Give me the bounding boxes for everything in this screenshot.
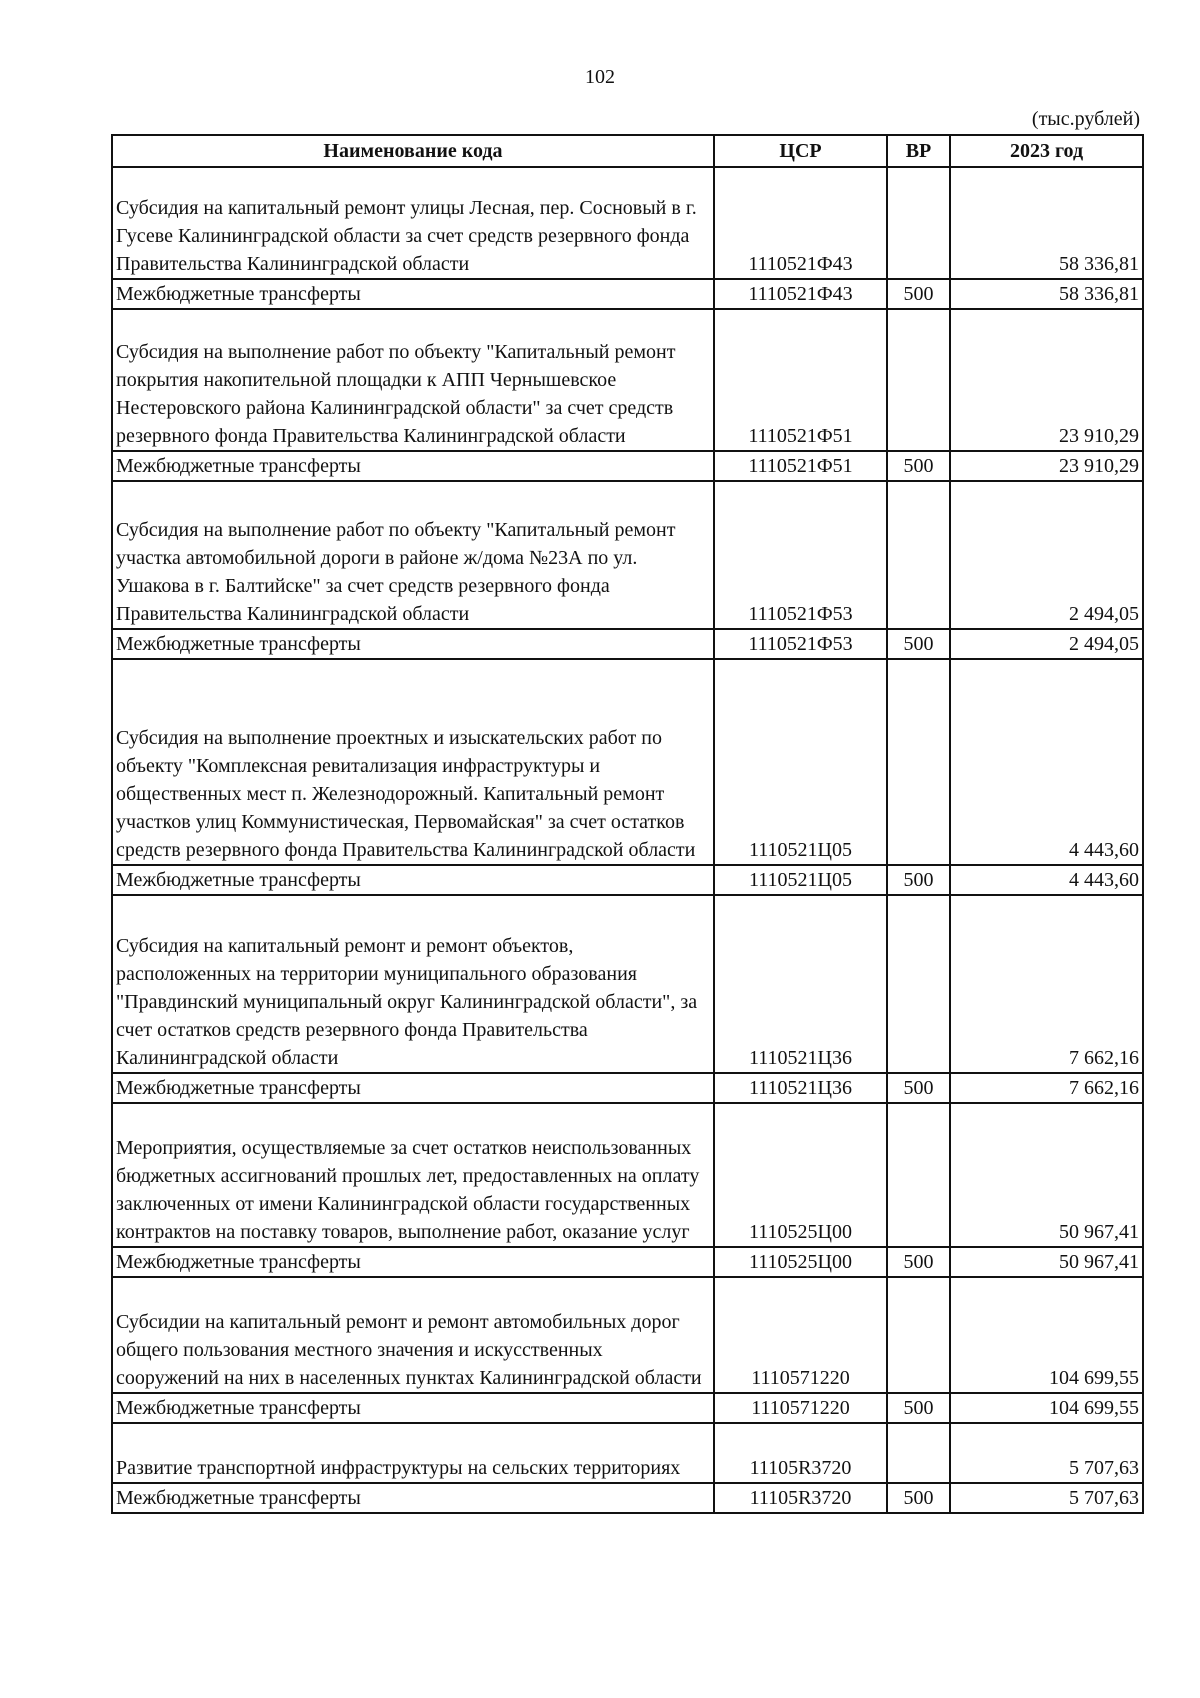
row-vr bbox=[887, 895, 950, 1073]
row-sum: 2 494,05 bbox=[950, 629, 1143, 659]
units-label: (тыс.рублей) bbox=[1031, 108, 1140, 130]
table-row bbox=[112, 895, 1143, 1073]
row-csr: 1110521Ф53 bbox=[714, 629, 887, 659]
page-number: 102 bbox=[585, 66, 615, 88]
column-header-year: 2023 год bbox=[950, 135, 1143, 167]
column-header-name: Наименование кода bbox=[112, 135, 714, 167]
row-name: Межбюджетные трансферты bbox=[112, 1247, 714, 1277]
row-vr bbox=[887, 659, 950, 865]
row-csr: 11105R3720 bbox=[714, 1423, 887, 1483]
table-row bbox=[112, 451, 1143, 481]
row-csr: 1110521Ф43 bbox=[714, 167, 887, 279]
row-vr: 500 bbox=[887, 629, 950, 659]
row-vr: 500 bbox=[887, 1073, 950, 1103]
row-sum: 50 967,41 bbox=[950, 1103, 1143, 1247]
row-sum: 7 662,16 bbox=[950, 1073, 1143, 1103]
row-sum: 104 699,55 bbox=[950, 1277, 1143, 1393]
row-csr: 1110521Ц05 bbox=[714, 865, 887, 895]
row-name: Субсидия на капитальный ремонт и ремонт объектов, расположенных на территории муниципального образования "Правдинский муниципальный округ Калининградской области", за счет остатков средств резервного фонда Правительства Калининградской области bbox=[112, 895, 714, 1073]
table-row bbox=[112, 309, 1143, 451]
table-row bbox=[112, 1393, 1143, 1423]
table-row bbox=[112, 1103, 1143, 1247]
row-sum: 50 967,41 bbox=[950, 1247, 1143, 1277]
column-header-vr: ВР bbox=[887, 135, 950, 167]
row-sum: 58 336,81 bbox=[950, 167, 1143, 279]
row-csr: 1110521Ф53 bbox=[714, 481, 887, 629]
row-name: Развитие транспортной инфраструктуры на сельских территориях bbox=[112, 1423, 714, 1483]
table-row bbox=[112, 1483, 1143, 1513]
table-row bbox=[112, 865, 1143, 895]
row-vr: 500 bbox=[887, 1393, 950, 1423]
row-name: Межбюджетные трансферты bbox=[112, 1483, 714, 1513]
row-sum: 2 494,05 bbox=[950, 481, 1143, 629]
column-header-csr: ЦСР bbox=[714, 135, 887, 167]
row-vr bbox=[887, 1277, 950, 1393]
row-vr: 500 bbox=[887, 1247, 950, 1277]
row-name: Субсидия на выполнение проектных и изыскательских работ по объекту "Комплексная ревитализация инфраструктуры и общественных мест п. Железнодорожный. Капитальный ремонт участков улиц Коммунистическая, Первомайская" за счет остатков средств резервного фонда Правительства Калининградской области bbox=[112, 659, 714, 865]
table-row bbox=[112, 629, 1143, 659]
row-vr bbox=[887, 481, 950, 629]
row-csr: 1110571220 bbox=[714, 1393, 887, 1423]
row-csr: 1110521Ц36 bbox=[714, 1073, 887, 1103]
row-sum: 23 910,29 bbox=[950, 451, 1143, 481]
table-row bbox=[112, 1073, 1143, 1103]
row-vr: 500 bbox=[887, 451, 950, 481]
row-sum: 4 443,60 bbox=[950, 659, 1143, 865]
table-row bbox=[112, 167, 1143, 279]
row-name: Межбюджетные трансферты bbox=[112, 279, 714, 309]
table-row bbox=[112, 481, 1143, 629]
table-row bbox=[112, 1277, 1143, 1393]
row-sum: 5 707,63 bbox=[950, 1423, 1143, 1483]
row-vr bbox=[887, 1423, 950, 1483]
row-vr bbox=[887, 1103, 950, 1247]
row-csr: 1110521Ф43 bbox=[714, 279, 887, 309]
table-row bbox=[112, 1247, 1143, 1277]
row-csr: 11105R3720 bbox=[714, 1483, 887, 1513]
row-vr: 500 bbox=[887, 865, 950, 895]
row-sum: 5 707,63 bbox=[950, 1483, 1143, 1513]
table-header-row bbox=[112, 135, 1143, 167]
row-vr: 500 bbox=[887, 279, 950, 309]
row-sum: 7 662,16 bbox=[950, 895, 1143, 1073]
row-name: Мероприятия, осуществляемые за счет остатков неиспользованных бюджетных ассигнований прошлых лет, предоставленных на оплату заключенных от имени Калининградской области государственных контрактов на поставку товаров, выполнение работ, оказание услуг bbox=[112, 1103, 714, 1247]
row-csr: 1110521Ф51 bbox=[714, 309, 887, 451]
row-sum: 58 336,81 bbox=[950, 279, 1143, 309]
row-csr: 1110525Ц00 bbox=[714, 1103, 887, 1247]
row-vr bbox=[887, 167, 950, 279]
table-row bbox=[112, 1423, 1143, 1483]
table-row bbox=[112, 279, 1143, 309]
row-csr: 1110521Ц36 bbox=[714, 895, 887, 1073]
row-name: Межбюджетные трансферты bbox=[112, 629, 714, 659]
row-sum: 23 910,29 bbox=[950, 309, 1143, 451]
row-csr: 1110521Ф51 bbox=[714, 451, 887, 481]
row-vr bbox=[887, 309, 950, 451]
row-name: Субсидия на выполнение работ по объекту "Капитальный ремонт участка автомобильной дороги в районе ж/дома №23А по ул. Ушакова в г. Балтийске" за счет средств резервного фонда Правительства Калининградской области bbox=[112, 481, 714, 629]
row-name: Межбюджетные трансферты bbox=[112, 451, 714, 481]
row-csr: 1110521Ц05 bbox=[714, 659, 887, 865]
row-name: Субсидия на выполнение работ по объекту "Капитальный ремонт покрытия накопительной площадки к АПП Чернышевское Нестеровского района Калининградской области" за счет средств резервного фонда Правительства Калининградской области bbox=[112, 309, 714, 451]
row-name: Межбюджетные трансферты bbox=[112, 865, 714, 895]
row-name: Межбюджетные трансферты bbox=[112, 1393, 714, 1423]
row-name: Субсидия на капитальный ремонт улицы Лесная, пер. Сосновый в г. Гусеве Калининградской области за счет средств резервного фонда Правительства Калининградской области bbox=[112, 167, 714, 279]
budget-table bbox=[111, 134, 1144, 1514]
row-name: Субсидии на капитальный ремонт и ремонт автомобильных дорог общего пользования местного значения и искусственных сооружений на них в населенных пунктах Калининградской области bbox=[112, 1277, 714, 1393]
row-name: Межбюджетные трансферты bbox=[112, 1073, 714, 1103]
row-sum: 104 699,55 bbox=[950, 1393, 1143, 1423]
table-row bbox=[112, 659, 1143, 865]
row-vr: 500 bbox=[887, 1483, 950, 1513]
row-csr: 1110525Ц00 bbox=[714, 1247, 887, 1277]
row-csr: 1110571220 bbox=[714, 1277, 887, 1393]
row-sum: 4 443,60 bbox=[950, 865, 1143, 895]
